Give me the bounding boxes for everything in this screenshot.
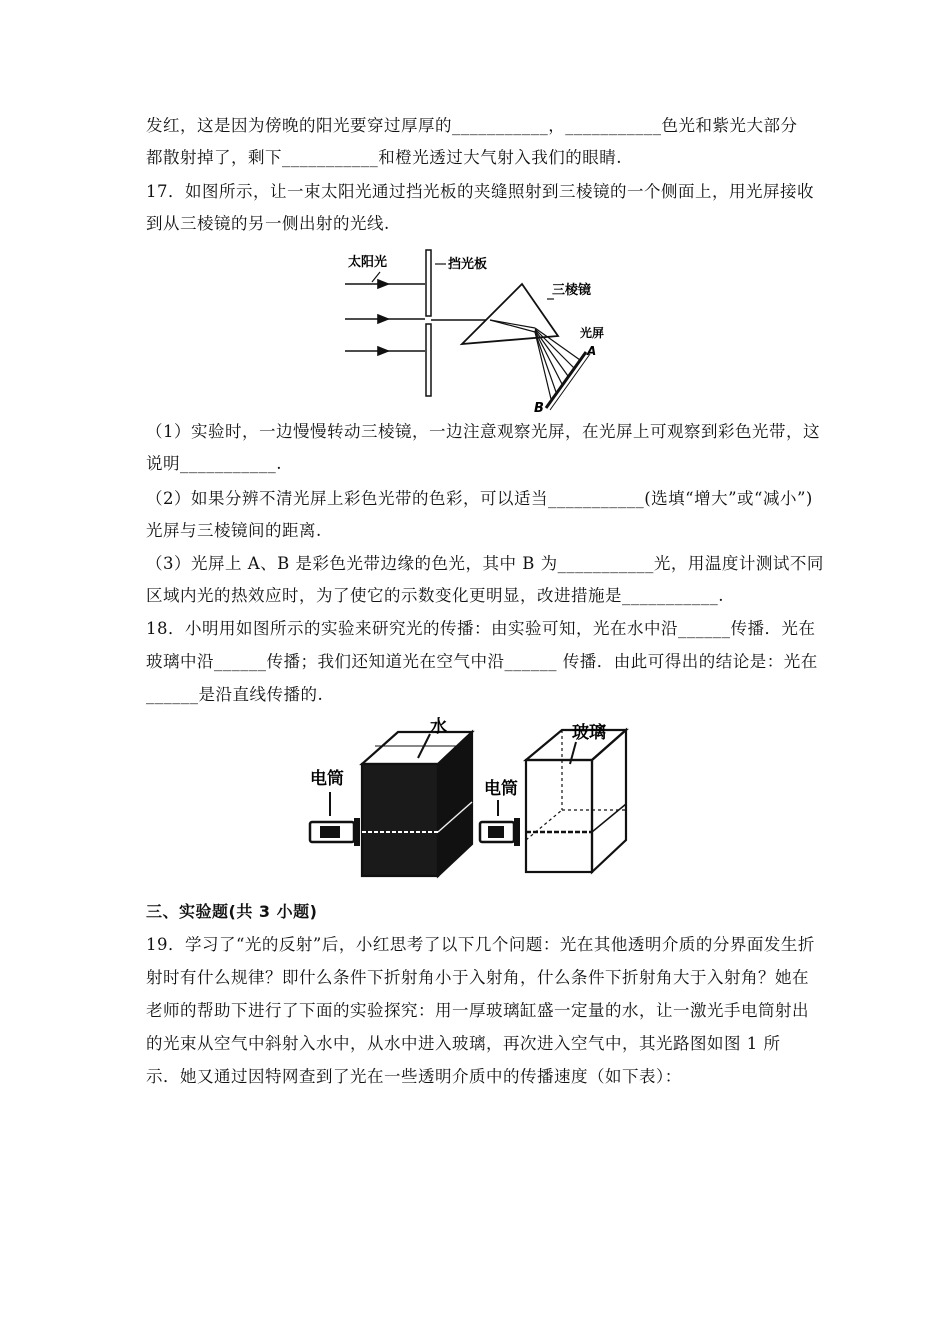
text-line: 到从三棱镜的另一侧出射的光线. xyxy=(146,214,390,233)
torch-left-label: 电筒 xyxy=(310,769,344,789)
text-line: 光屏与三棱镜间的距离. xyxy=(146,521,322,540)
glass-label: 玻璃 xyxy=(572,723,606,743)
text-line: 老师的帮助下进行了下面的实验探究：用一厚玻璃缸盛一定量的水，让一激光手电筒射出 xyxy=(146,1001,809,1020)
text-line: （1）实验时，一边慢慢转动三棱镜，一边注意观察光屏，在光屏上可观察到彩色光带，这 xyxy=(146,422,820,441)
text-line: （2）如果分辨不清光屏上彩色光带的色彩，可以适当___________(选填“增大”或“减小”) xyxy=(146,489,813,508)
baffle-label: 挡光板 xyxy=(448,257,488,272)
point-b-label: B xyxy=(534,401,544,416)
text-line: ______是沿直线传播的. xyxy=(146,685,324,704)
water-tank xyxy=(362,732,472,876)
torch-left xyxy=(310,818,360,846)
sunlight-label: 太阳光 xyxy=(348,255,388,270)
glass-tank xyxy=(526,730,626,872)
text-line: 射时有什么规律？即什么条件下折射角小于入射角，什么条件下折射角大于入射角？她在 xyxy=(146,968,809,987)
water-label: 水 xyxy=(430,717,447,737)
light-propagation-figure xyxy=(300,712,630,890)
prism-label: 三棱镜 xyxy=(552,283,592,298)
text-line: 发红，这是因为傍晚的阳光要穿过厚厚的___________，___________色光和紫光大部分 xyxy=(146,116,798,135)
text-line: 玻璃中沿______传播；我们还知道光在空气中沿______ 传播．由此可得出的结论是：光在 xyxy=(146,652,818,671)
text-line: 示．她又通过因特网查到了光在一些透明介质中的传播速度（如下表）： xyxy=(146,1067,682,1086)
question-18: 18．小明用如图所示的实验来研究光的传播：由实验可知，光在水中沿______传播．光在 xyxy=(146,619,816,638)
prism-experiment-figure xyxy=(340,244,610,416)
prism-shape xyxy=(462,284,558,344)
text-line: 说明___________. xyxy=(146,454,282,473)
question-19: 19．学习了“光的反射”后，小红思考了以下几个问题：光在其他透明介质的分界面发生折 xyxy=(146,935,815,954)
text-line: 区域内光的热效应时，为了使它的示数变化更明显，改进措施是___________. xyxy=(146,586,724,605)
section-heading-experiments: 三、实验题(共 3 小题) xyxy=(146,902,318,921)
text-line: 的光束从空气中斜射入水中，从水中进入玻璃，再次进入空气中，其光路图如图 1 所 xyxy=(146,1034,781,1053)
point-a-label: A xyxy=(587,344,597,358)
torch-right xyxy=(480,818,520,846)
screen-label: 光屏 xyxy=(580,326,605,340)
torch-right-label: 电筒 xyxy=(484,779,518,799)
question-17: 17．如图所示，让一束太阳光通过挡光板的夹缝照射到三棱镜的一个侧面上，用光屏接收 xyxy=(146,182,814,201)
text-line: 都散射掉了，剩下___________和橙光透过大气射入我们的眼睛. xyxy=(146,148,622,167)
text-line: （3）光屏上 A、B 是彩色光带边缘的色光，其中 B 为___________光，用温度计测试不同 xyxy=(146,554,824,573)
